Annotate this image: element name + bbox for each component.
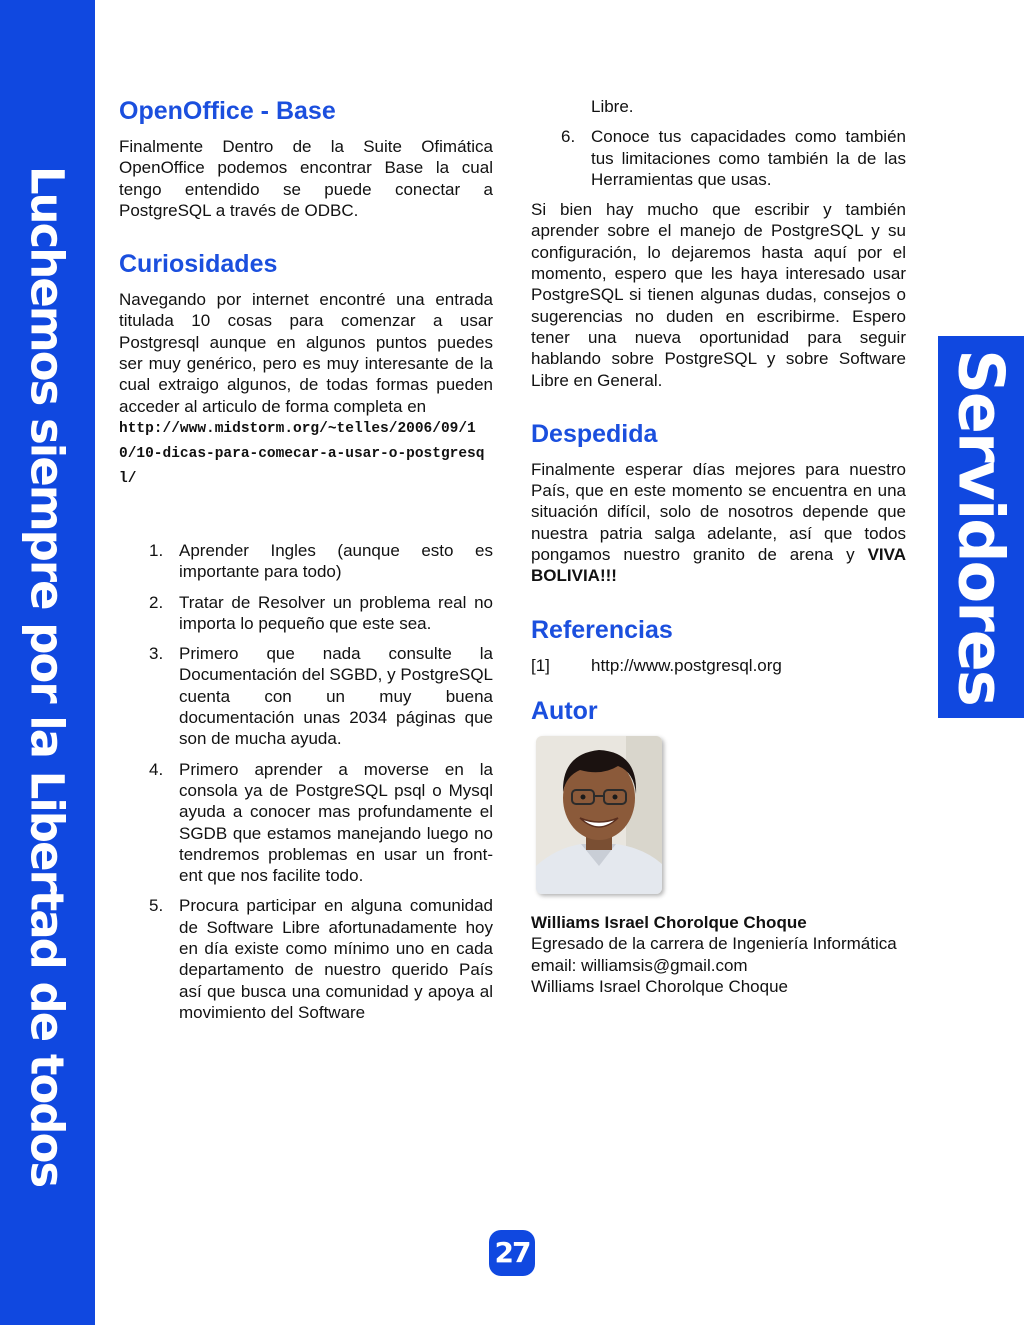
reference-key: [1] [531,655,550,675]
list-item: 4. Primero aprender a moverse en la consola ya de PostgreSQL psql o Mysql ayuda a conocer mas profundamente el SGDB que estamos manejando luego no tendremos problemas en usar un front-ent que nos facilite todo. [149,759,493,886]
author-description: Egresado de la carrera de Ingeniería Informática [531,934,897,954]
curiosidades-heading: Curiosidades [119,250,278,279]
section-tab [938,336,1024,718]
list-continuation: Libre. [591,97,634,116]
tips-list-cont [531,126,906,190]
despedida-emphasis: VIVA BOLIVIA!!! [531,545,906,586]
reference-link[interactable]: http://www.postgresql.org [591,655,782,675]
openoffice-body: Finalmente Dentro de la Suite Ofimática OpenOffice podemos encontrar Base la cual tengo entendido se puede conectar a PostgreSQL a través de ODBC. [119,137,493,220]
page-number: 27 [489,1230,535,1276]
curiosidades-body: Navegando por internet encontré una entrada titulada 10 cosas para comenzar a usar Postgresql aunque en algunos puntos puedes ser muy genérico, pero es muy interesante de la cual extraigo algunos, de todas formas pueden acceder al articulo de forma completa en [119,290,493,416]
list-item: 1. Aprender Ingles (aunque esto es importante para todo) [149,540,493,582]
despedida-body: Finalmente esperar días mejores para nuestro País, que en este momento se encuentra en una situación difícil, solo de nosotros depende que nuestra patria salga adelante, así que todos pongamos nuestro granito de arena y VIVA BOLIVIA!!! [531,459,906,586]
author-signature: Williams Israel Chorolque Choque [531,976,789,996]
reference-item [531,655,906,676]
article-url[interactable]: http://www.midstorm.org/~telles/2006/09/10/10-dicas-para-comecar-a-usar-o-postgresql/ [119,420,485,487]
left-sidebar-band [0,0,95,1325]
list-item: 5. Procura participar en alguna comunidad de Software Libre afortunadamente hoy en día existe como mínimo uno en cada departamento de nuestro querido País así que busca una comunidad y apoya al movimiento del Software [149,896,493,1022]
section-tab-label: Servidores [944,349,1018,705]
list-item: 3. Primero que nada consulte la Documentación del SGBD, y PostgreSQL cuenta con un muy buena documentación unas 2034 páginas que son de mucha ayuda. [149,644,493,749]
list-item: 6. Conoce tus capacidades como también tus limitaciones como también la de las Herramientas que usas. [561,127,906,189]
referencias-heading: Referencias [531,615,673,644]
author-portrait-image [536,736,662,894]
right-column [531,96,906,997]
closing-paragraph: Si bien hay mucho que escribir y también aprender sobre el manejo de PostgreSQL y su configuración, lo dejaremos hasta aquí por el momento, espero que les haya interesado usar PostgreSQL si tienen algunas dudas, consejos o sugerencias no duden en escribirme. Espero tener una nueva oportunidad para seguir hablando sobre PostgreSQL y sobre Software Libre en General. [531,200,906,390]
autor-heading: Autor [531,696,598,725]
tips-list [119,540,493,1023]
sidebar-slogan: Luchemos siempre por la Libertad de todos [20,165,74,1187]
despedida-heading: Despedida [531,419,658,448]
author-photo [536,736,662,894]
left-column [119,96,493,1032]
author-name: Williams Israel Chorolque Choque [531,912,807,932]
author-email: email: williamsis@gmail.com [531,955,748,975]
openoffice-heading: OpenOffice - Base [119,97,336,125]
list-item: 2. Tratar de Resolver un problema real no importa lo pequeño que este sea. [149,592,493,633]
